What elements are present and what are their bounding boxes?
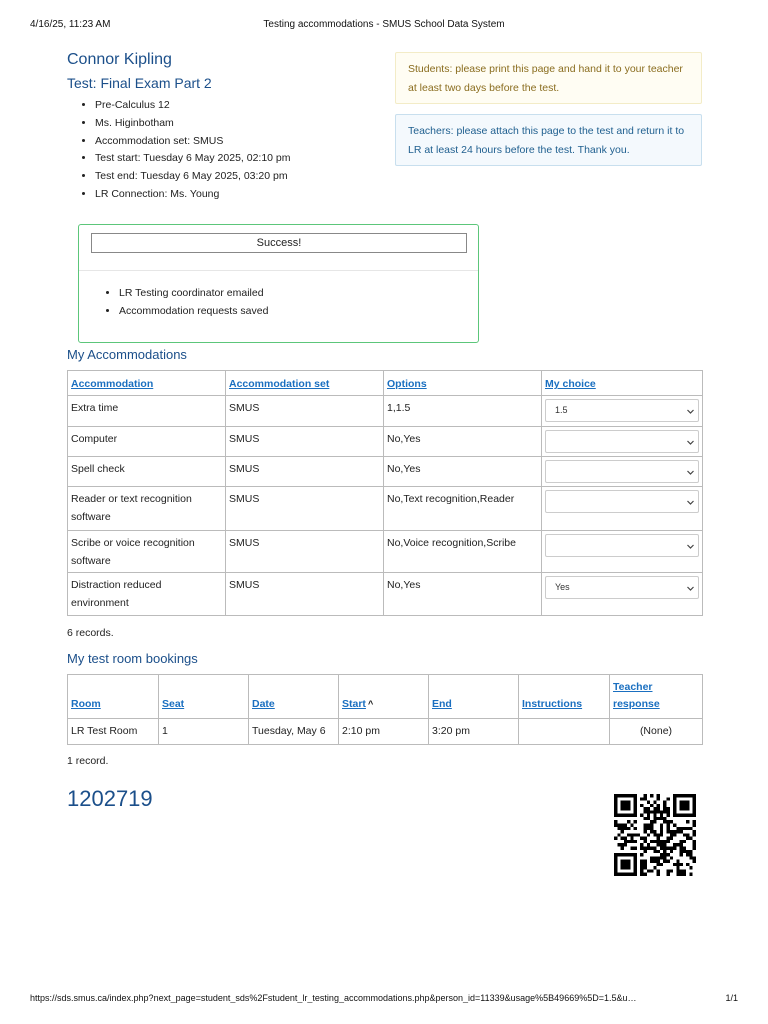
success-list <box>91 284 268 320</box>
table-row <box>68 427 703 457</box>
print-page-number: 1/1 <box>725 993 738 1003</box>
accommodation-name: Spell check <box>68 457 226 487</box>
column-header-my-choice[interactable] <box>542 371 703 396</box>
chevron-down-icon <box>687 499 694 506</box>
table-header-row <box>68 371 703 396</box>
choice-cell <box>542 427 703 457</box>
success-title: Success! <box>91 233 467 253</box>
accommodation-options: No,Voice recognition,Scribe <box>384 531 542 573</box>
column-header-start[interactable] <box>339 675 429 719</box>
spell-check-select[interactable] <box>545 460 699 483</box>
lr-connection-item: • LR Connection: Ms. Young <box>95 186 291 204</box>
scribe-select[interactable] <box>545 534 699 557</box>
column-header-room[interactable] <box>68 675 159 719</box>
booking-end: 3:20 pm <box>429 719 519 745</box>
accommodation-set: SMUS <box>226 573 384 616</box>
test-start-item: • Test start: Tuesday 6 May 2025, 02:10 pm <box>95 150 291 168</box>
select-value: Yes <box>555 582 570 592</box>
column-header-accommodation[interactable] <box>68 371 226 396</box>
sort-instructions-link[interactable]: Instructions <box>522 698 583 710</box>
column-header-accommodation-set[interactable] <box>226 371 384 396</box>
choice-cell <box>542 573 703 616</box>
print-footer <box>0 993 768 1007</box>
table-row <box>68 457 703 487</box>
accommodation-name: Extra time <box>68 396 226 427</box>
accommodation-set: SMUS <box>226 487 384 531</box>
accommodations-record-count: 6 records. <box>67 627 114 639</box>
bookings-title: My test room bookings <box>67 651 198 666</box>
booking-room: LR Test Room <box>68 719 159 745</box>
reader-select[interactable] <box>545 490 699 513</box>
success-item: • Accommodation requests saved <box>119 302 268 320</box>
accommodation-set-item: • Accommodation set: SMUS <box>95 133 291 151</box>
chevron-down-icon <box>687 439 694 446</box>
accommodation-set: SMUS <box>226 531 384 573</box>
teacher-item: • Ms. Higinbotham <box>95 115 291 133</box>
booking-start: 2:10 pm <box>339 719 429 745</box>
teachers-note: Teachers: please attach this page to the test and return it to LR at least 24 hours before the test. Thank you. <box>395 114 702 166</box>
sort-accommodation-set-link[interactable]: Accommodation set <box>229 378 330 390</box>
sort-options-link[interactable]: Options <box>387 378 427 390</box>
accommodation-options: No,Yes <box>384 457 542 487</box>
booking-date: Tuesday, May 6 <box>249 719 339 745</box>
bookings-record-count: 1 record. <box>67 755 109 767</box>
choice-cell <box>542 457 703 487</box>
course-item: • Pre-Calculus 12 <box>95 97 291 115</box>
chevron-down-icon <box>687 543 694 550</box>
chevron-down-icon <box>687 469 694 476</box>
accommodation-set: SMUS <box>226 396 384 427</box>
table-row <box>68 487 703 531</box>
table-row <box>68 573 703 616</box>
accommodation-name: Distraction reduced environment <box>68 573 226 616</box>
chevron-down-icon <box>687 408 694 415</box>
sort-teacher-response-link[interactable]: Teacher response <box>613 681 660 710</box>
accommodation-name: Reader or text recognition software <box>68 487 226 531</box>
column-header-instructions[interactable] <box>519 675 610 719</box>
print-title: Testing accommodations - SMUS School Data System <box>263 19 505 30</box>
bookings-table <box>67 674 703 745</box>
column-header-end[interactable] <box>429 675 519 719</box>
table-row <box>68 719 703 745</box>
table-row <box>68 531 703 573</box>
accommodation-name: Scribe or voice recognition software <box>68 531 226 573</box>
table-row <box>68 396 703 427</box>
choice-cell <box>542 487 703 531</box>
accommodation-options: 1,1.5 <box>384 396 542 427</box>
accommodations-title: My Accommodations <box>67 347 187 362</box>
select-value: 1.5 <box>555 405 568 415</box>
accommodation-name: Computer <box>68 427 226 457</box>
accommodations-table <box>67 370 703 616</box>
success-divider <box>79 270 478 271</box>
accommodation-set: SMUS <box>226 427 384 457</box>
student-id-number: 1202719 <box>67 786 153 811</box>
accommodation-options: No,Yes <box>384 427 542 457</box>
booking-seat: 1 <box>159 719 249 745</box>
sort-date-link[interactable]: Date <box>252 698 275 710</box>
column-header-options[interactable] <box>384 371 542 396</box>
chevron-down-icon <box>687 585 694 592</box>
print-url: https://sds.smus.ca/index.php?next_page=student_sds%2Fstudent_lr_testing_accommodations.php&person_id=11339&usage%5B49669%5D=1.5&u… <box>30 993 637 1003</box>
test-details-list <box>67 97 291 204</box>
success-item: • LR Testing coordinator emailed <box>119 284 268 302</box>
computer-select[interactable] <box>545 430 699 453</box>
student-name: Connor Kipling <box>67 51 172 68</box>
accommodation-options: No,Text recognition,Reader <box>384 487 542 531</box>
distraction-reduced-select[interactable] <box>545 576 699 599</box>
success-panel <box>78 224 479 343</box>
print-header <box>0 19 768 33</box>
column-header-seat[interactable] <box>159 675 249 719</box>
test-title: Test: Final Exam Part 2 <box>67 75 212 91</box>
accommodation-set: SMUS <box>226 457 384 487</box>
extra-time-select[interactable] <box>545 399 699 422</box>
choice-cell <box>542 531 703 573</box>
sort-ascending-icon: ^ <box>367 699 374 709</box>
sort-room-link[interactable]: Room <box>71 698 101 710</box>
sort-start-link[interactable]: Start <box>342 698 366 710</box>
sort-end-link[interactable]: End <box>432 698 452 710</box>
print-date: 4/16/25, 11:23 AM <box>30 19 111 30</box>
column-header-date[interactable] <box>249 675 339 719</box>
booking-teacher-response: (None) <box>610 719 703 745</box>
students-note: Students: please print this page and hand it to your teacher at least two days before the test. <box>395 52 702 104</box>
table-header-row <box>68 675 703 719</box>
accommodation-options: No,Yes <box>384 573 542 616</box>
sort-seat-link[interactable]: Seat <box>162 698 185 710</box>
choice-cell <box>542 396 703 427</box>
column-header-teacher-response[interactable] <box>610 675 703 719</box>
sort-accommodation-link[interactable]: Accommodation <box>71 378 154 390</box>
sort-my-choice-link[interactable]: My choice <box>545 378 596 390</box>
booking-instructions <box>519 719 610 745</box>
qr-code-icon <box>614 794 696 876</box>
test-end-item: • Test end: Tuesday 6 May 2025, 03:20 pm <box>95 168 291 186</box>
